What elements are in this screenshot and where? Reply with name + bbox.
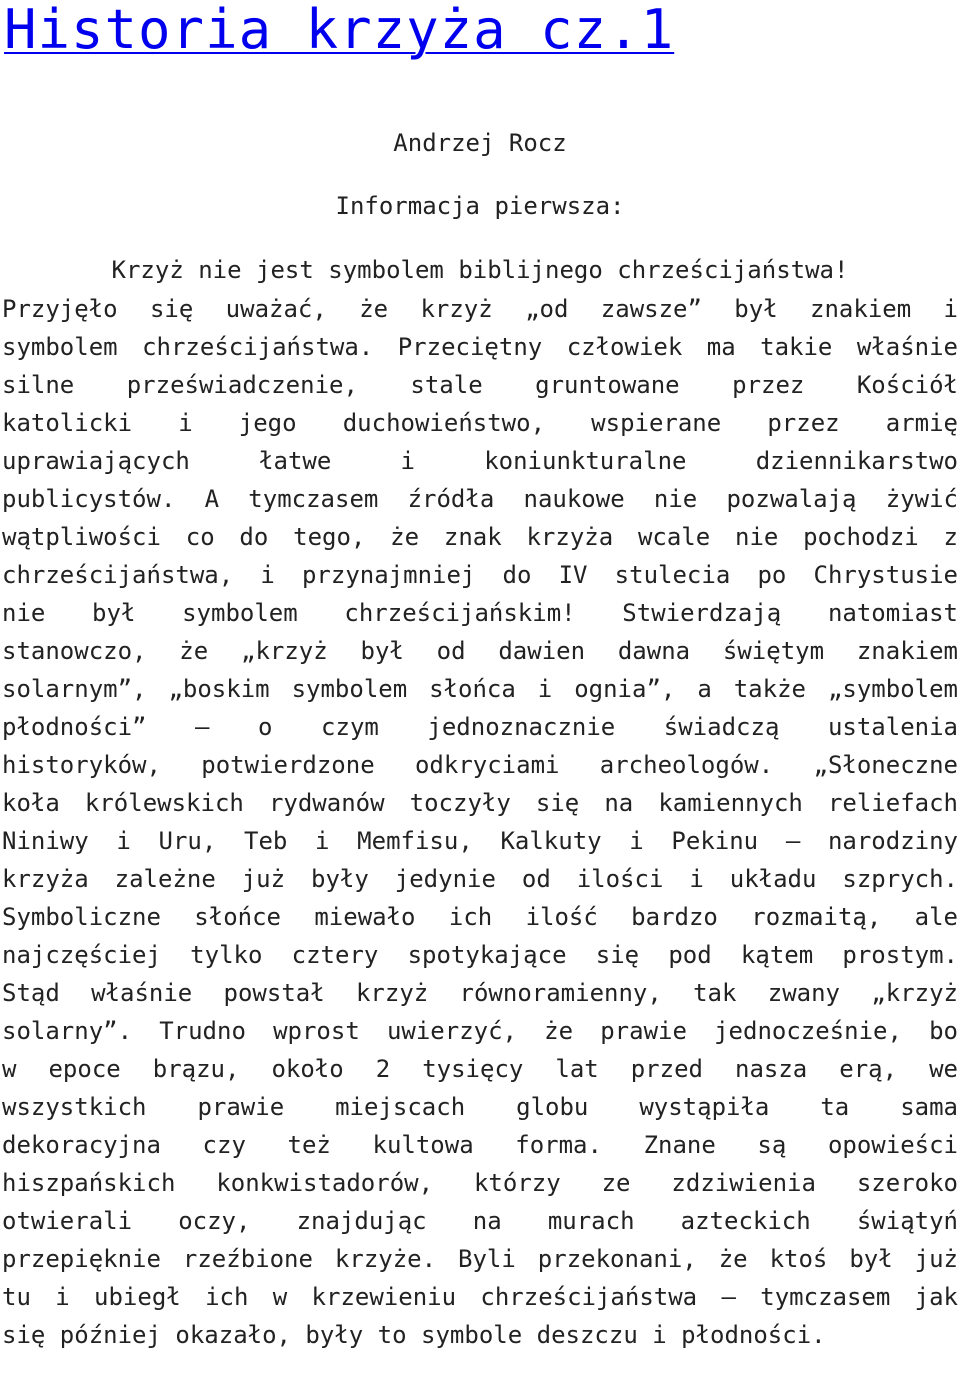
body-line: publicystów. A tymczasem źródła naukowe nie pozwalają żywić	[2, 485, 958, 513]
author-name: Andrzej Rocz	[393, 129, 567, 157]
body-line: dekoracyjna czy też kultowa forma. Znane są opowieści	[2, 1131, 958, 1159]
body-line: historyków, potwierdzone odkryciami archeologów. „Słoneczne	[2, 751, 958, 779]
body-line: symbolem chrześcijaństwa. Przeciętny człowiek ma takie właśnie	[2, 333, 958, 361]
body-line: płodności” — o czym jednoznacznie świadczą ustalenia	[2, 713, 958, 741]
body-line: się później okazało, były to symbole deszczu i płodności.	[2, 1321, 826, 1349]
body-line: w epoce brązu, około 2 tysięcy lat przed nasza erą, we	[2, 1055, 958, 1083]
body-line: katolicki i jego duchowieństwo, wspierane przez armię	[2, 409, 958, 437]
body-line: otwierali oczy, znajdując na murach azteckich świątyń	[2, 1207, 958, 1235]
body-line: solarnym”, „boskim symbolem słońca i ognia”, a także „symbolem	[2, 675, 958, 703]
body-line: uprawiających łatwe i koniunkturalne dziennikarstwo	[2, 447, 958, 475]
body-line: chrześcijaństwa, i przynajmniej do IV stulecia po Chrystusie	[2, 561, 958, 589]
body-line: Przyjęło się uważać, że krzyż „od zawsze” był znakiem i	[2, 295, 958, 323]
body-line: przepięknie rzeźbione krzyże. Byli przekonani, że ktoś był już	[2, 1245, 958, 1273]
body-line: Niniwy i Uru, Teb i Memfisu, Kalkuty i Pekinu — narodziny	[2, 827, 958, 855]
body-line: wątpliwości co do tego, że znak krzyża wcale nie pochodzi z	[2, 523, 958, 551]
body-line: solarny”. Trudno wprost uwierzyć, że prawie jednocześnie, bo	[2, 1017, 958, 1045]
body-line: stanowczo, że „krzyż był od dawien dawna świętym znakiem	[2, 637, 958, 665]
body-line: koła królewskich rydwanów toczyły się na kamiennych reliefach	[2, 789, 958, 817]
body-line: tu i ubiegł ich w krzewieniu chrześcijaństwa — tymczasem jak	[2, 1283, 958, 1311]
info-heading: Informacja pierwsza:	[335, 192, 625, 220]
article-body	[2, 290, 958, 1354]
lead-statement: Krzyż nie jest symbolem biblijnego chrześcijaństwa!	[111, 256, 849, 284]
body-line: krzyża zależne już były jedynie od ilości i układu szprych.	[2, 865, 958, 893]
body-line: silne przeświadczenie, stale gruntowane przez Kościół	[2, 371, 958, 399]
body-line: Symboliczne słońce miewało ich ilość bardzo rozmaitą, ale	[2, 903, 958, 931]
body-line: nie był symbolem chrześcijańskim! Stwierdzają natomiast	[2, 599, 958, 627]
body-line: hiszpańskich konkwistadorów, którzy ze zdziwienia szeroko	[2, 1169, 958, 1197]
body-line: wszystkich prawie miejscach globu wystąpiła ta sama	[2, 1093, 958, 1121]
body-line: najczęściej tylko cztery spotykające się pod kątem prostym.	[2, 941, 958, 969]
article-title-link[interactable]: Historia krzyża cz.1	[4, 0, 675, 61]
body-line: Stąd właśnie powstał krzyż równoramienny, tak zwany „krzyż	[2, 979, 958, 1007]
